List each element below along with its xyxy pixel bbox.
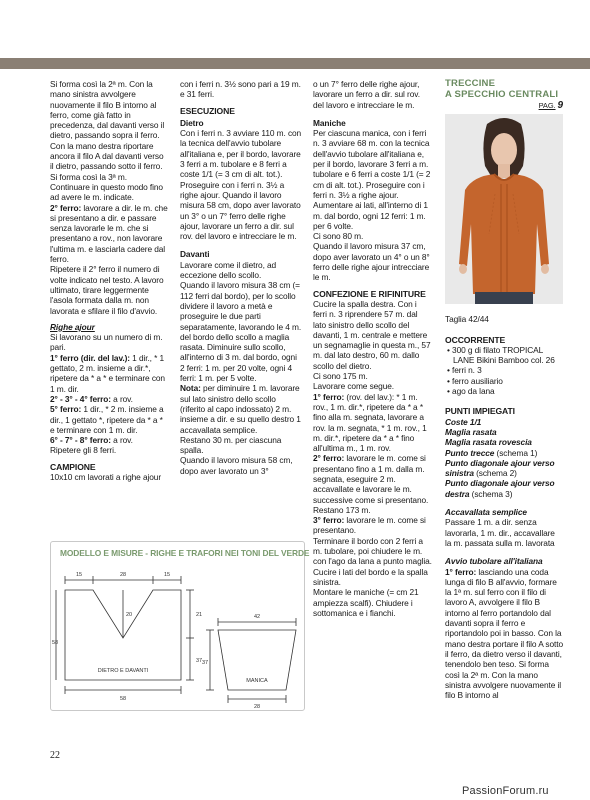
paragraph: Restano 173 m. [313, 504, 371, 515]
paragraph: Nota: per diminuire 1 m. lavorare sul lato sinistro dello scollo (riferito al capo indossato) 2 m. insieme a dir. e su quello destro 1 accavallata semplice. [180, 383, 301, 435]
paragraph: 10x10 cm lavorati a righe ajour [50, 471, 161, 482]
paragraph: 3° ferro: lavorare le m. come si presentano. [313, 515, 426, 536]
paragraph: Quando il lavoro misura 37 cm, dopo aver lavorato un 4° o un 8° ferro delle righe ajour intrecciare le m. [313, 241, 430, 283]
paragraph: Davanti [180, 249, 210, 260]
paragraph: Montare le maniche (= cm 21 ampiezza scalfi). Chiudere i sottomanica e i fianchi. [313, 587, 419, 618]
paragraph: Quando il lavoro misura 38 cm (= 112 ferri dal bordo), per lo scollo dividere il lavoro a metà e proseguire le due parti separatamente, lavorando le 4 m. del bordo dello scollo a maglia rasata. Diminuire sullo scollo, all'interno di 3 m. dal bordo, ogni 2 ferri: 1 m. per 20 volte, ogni 4 ferri: 1 m. per 5 volte. [180, 280, 302, 384]
page-number: 22 [50, 750, 60, 761]
material-item: • 300 g di filato TROPICAL LANE Bikini Bamboo col. 26 [447, 344, 555, 366]
stitch-item: Punto trecce (schema 1) [445, 447, 538, 458]
material-item: • ago da lana [447, 386, 495, 397]
dim-shoulder-right: 15 [163, 572, 171, 578]
paragraph: 6° - 7° - 8° ferro: a rov. [50, 435, 133, 446]
paragraph: con i ferri n. 3½ sono pari a 19 m. e 31 ferri. [180, 79, 301, 100]
sidebar [445, 79, 563, 700]
top-color-band [0, 58, 590, 69]
paragraph: 2° - 3° - 4° ferro: a rov. [50, 393, 133, 404]
dim-upper: 21 [196, 612, 203, 618]
paragraph: 5° ferro: 1 dir., * 2 m. insieme a dir., 1 gettato *, ripetere da * a * e terminare con 1 m. dir. [50, 404, 164, 435]
paragraph: Con i ferri n. 3 avviare 110 m. con la tecnica dell'avvio tubolare all'italiana e, per il bordo, lavorare 3 ferri a m. tubolare e 8 ferri a coste 1/1 (= 3 cm di alt. tot.). Proseguire con i ferri n. 3½ a righe ajour. Quando il lavoro misura 58 cm, dopo aver lavorato un 3° o un 7° ferro delle righe ajour, lavorare un ferro a dir. sul rov. del lavoro e intrecciare le m. [180, 128, 302, 242]
stitch-item: Coste 1/1 [445, 416, 482, 427]
front-back-label: DIETRO E DAVANTI [97, 668, 149, 674]
material-item: • ferri n. 3 [447, 365, 482, 376]
spacer [313, 110, 432, 116]
paragraph: 1° ferro: (rov. del lav.): * 1 m. rov., 1 m. dir.*, ripetere da * a * fino alla m. segnata, lavorare a rov. la m. segnata, * 1 m. rov., 1 m. dir.*, ripetere da * a * fino all'ultima m., 1 m. rov. [313, 391, 427, 454]
dim-width: 58 [119, 696, 127, 702]
punti-heading: PUNTI IMPIEGATI [445, 406, 515, 417]
paragraph: Cucire la spalla destra. Con i ferri n. 3 riprendere 57 m. dal lato sinistro dello scollo del davanti, 1 m. centrale e mettere un segnamaglie in questa m., 57 m. dal lato destro, 60 m. dallo scollo del dietro. [313, 298, 431, 371]
paragraph: Per ciascuna manica, con i ferri n. 3 avviare 68 m. con la tecnica dell'avvio tubolare all'italiana e, per il bordo, lavorare 3 ferri a m. tubolare e 6 ferri a coste 1/1 (= 2 cm di alt. tot.). Proseguire con i ferri n. 3½ a righe ajour. Aumentare ai lati, all'interno di 1 m. dal bordo, ogni 12 ferri: 1 m. per 6 volte. [313, 128, 431, 231]
paragraph: Ci sono 175 m. [313, 371, 368, 382]
accavallata-text: Passare 1 m. a dir. senza lavorarla, 1 m. dir., accavallare la m. passata sulla m. lavorata [445, 517, 555, 548]
stitch-item: Punto diagonale ajour verso sinistra (schema 2) [445, 457, 555, 479]
paragraph: 2° ferro: lavorare le m. come si presentano fino a 1 m. dalla m. segnata, eseguire 2 m. accavallate e lavorare le m. successive come si presentano. [313, 453, 429, 505]
paragraph: o un 7° ferro delle righe ajour, lavorare un ferro a dir. sul rov. del lavoro e intrecciare le m. [313, 79, 420, 110]
size-label: Taglia 42/44 [445, 314, 489, 325]
paragraph: Righe ajour [50, 321, 95, 332]
paragraph: Ci sono 80 m. [313, 231, 364, 242]
occorrente-heading: OCCORRENTE [445, 334, 506, 345]
dim-neck: 28 [119, 572, 127, 578]
dim-sleeve-bottom: 28 [253, 704, 261, 710]
diagram-title: MODELLO E MISURE - RIGHE E TRAFORI NEI TONI DEL VERDE [60, 548, 310, 558]
paragraph: Cucire i lati del bordo e la spalla sinistra. [313, 566, 428, 587]
text-column-2 [180, 79, 302, 476]
dim-neck-depth: 20 [126, 612, 133, 618]
avvio-text: 1° ferro: lasciando una coda lunga di filo B all'avvio, formare la 1ª m. sul ferro con il filo di lavoro A, avvolgere il filo B intorno al ferro portandolo dal davanti sopra il ferro e riportandolo poi in basso. Con la mano destra portare il filo A sotto il ferro, da dietro verso il davanti, tenendolo ben teso. Si forma così la 2ª m. Con la mano sinistra avvolgere nuovamente il filo B intorno al [445, 566, 564, 701]
sidebar-title: TRECCINE A SPECCHIO CENTRALI [445, 78, 559, 100]
dim-sleeve-top: 42 [253, 614, 261, 620]
paragraph: Restano 30 m. per ciascuna spalla. [180, 434, 282, 456]
model-photo [445, 114, 563, 304]
text-column-3 [313, 79, 432, 618]
paragraph: Ripetere gli 8 ferri. [50, 445, 117, 456]
paragraph: Ripetere il 2° ferro il numero di volte indicato nel testo. A lavoro ultimato, tirare leggermente l'asola formata dalla m. non lavorata e sfilare il filo d'avvio. [50, 264, 164, 316]
paragraph: CONFEZIONE E RIFINITURE [313, 288, 426, 299]
paragraph: Si forma così la 2ª m. Con la mano sinistra avvolgere nuovamente il filo B intorno al ferro, come già fatto in precedenza, dal davanti verso il dietro, passando sopra il ferro. Con la mano destra riportare ancora il filo A dal davanti verso il dietro, passando sotto il ferro. Si forma così la 3ª m. Continuare in questo modo fino ad avere le m. indicate. [50, 79, 165, 203]
paragraph: Si lavorano su un numero di m. pari. [50, 332, 163, 353]
sidebar-page-ref: PAG. 9 [538, 100, 563, 111]
dim-lower: 37 [196, 658, 203, 664]
sweater-model-illustration [445, 114, 563, 304]
avvio-heading: Avvio tubolare all'italiana [445, 556, 543, 567]
stitch-item: Maglia rasata rovescia [445, 437, 532, 448]
stitch-item: Maglia rasata [445, 426, 497, 437]
material-item: • ferro ausiliario [447, 375, 503, 386]
paragraph: 1° ferro (dir. del lav.): 1 dir., * 1 gettato, 2 m. insieme a dir.*, ripetere da * a * e terminare con 1 m. dir. [50, 352, 165, 394]
pattern-schematic [50, 560, 305, 710]
paragraph: ESECUZIONE [180, 105, 235, 116]
paragraph: CAMPIONE [50, 461, 96, 472]
paragraph: Quando il lavoro misura 58 cm, dopo aver lavorato un 3° [180, 455, 293, 476]
paragraph: Lavorare come segue. [313, 381, 395, 392]
sleeve-label: MANICA [246, 678, 268, 684]
stitch-item: Punto diagonale ajour verso destra (schema 3) [445, 478, 555, 499]
paragraph: 2° ferro: lavorare a dir. le m. che si presentano a dir. e passare senza lavorarle le m. che si presentano a rov., non lavorare l'ultima m. e lasciarla cadere dal ferro. [50, 202, 168, 265]
watermark: PassionForum.ru [462, 785, 549, 797]
spacer [180, 241, 302, 247]
accavallata-heading: Accavallata semplice [445, 507, 527, 518]
dim-shoulder-left: 15 [75, 572, 83, 578]
stitches-list [445, 417, 563, 499]
dim-total-height: 58 [52, 640, 59, 646]
materials-list [445, 345, 563, 396]
dim-sleeve-height: 37 [202, 660, 209, 666]
paragraph: Dietro [180, 117, 204, 128]
paragraph: Lavorare come il dietro, ad eccezione dello scollo. [180, 259, 277, 281]
text-column-1 [50, 79, 168, 482]
paragraph: Terminare il bordo con 2 ferri a m. tubolare, poi chiudere le m. con l'ago da lana a punto maglia. [313, 535, 432, 567]
paragraph: Maniche [313, 117, 346, 128]
